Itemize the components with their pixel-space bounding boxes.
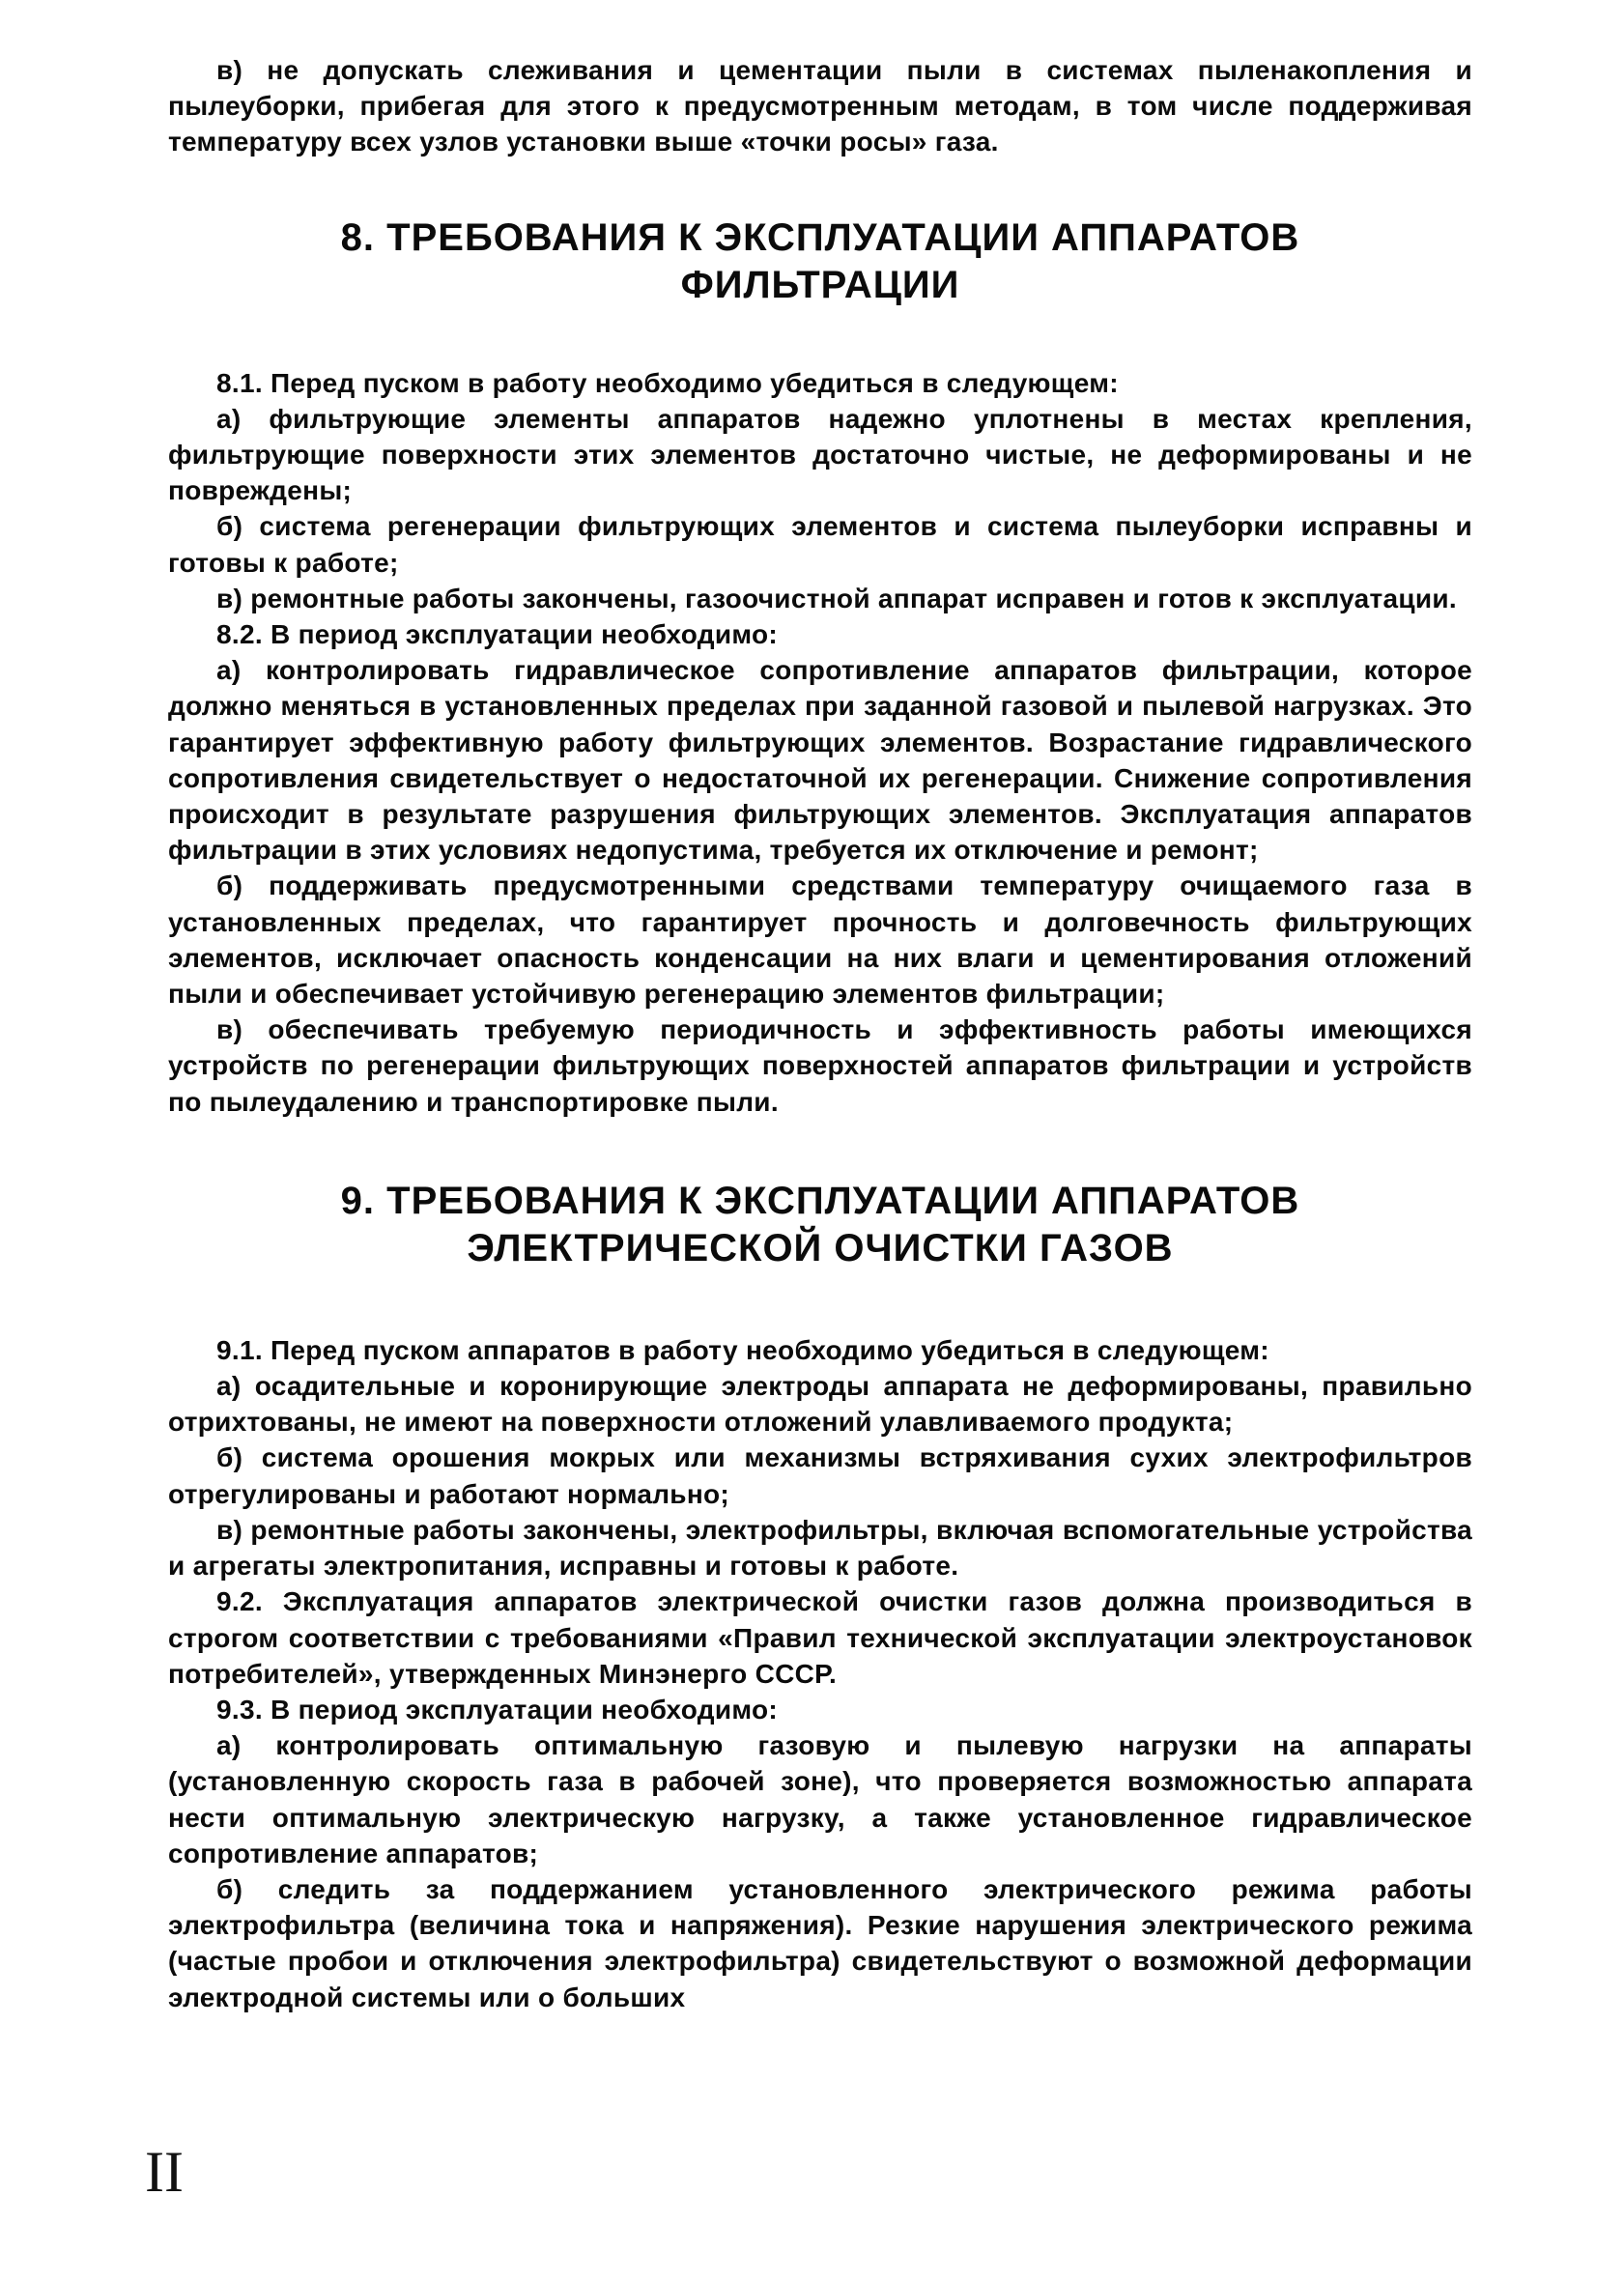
page-content: [168, 52, 1472, 2015]
section-8-title-line-1: 8. ТРЕБОВАНИЯ К ЭКСПЛУАТАЦИИ АППАРАТОВ: [340, 215, 1300, 259]
section-8-heading: [168, 214, 1472, 309]
page-number: II: [145, 2140, 184, 2204]
clause-9-2: 9.2. Эксплуатация аппаратов электрической очистки газов должна производиться в строгом соответствии с требованиями «Правил технической эксплуатации электроустановок потребителей», утвержденных Минэнерго СССР.: [168, 1586, 1472, 1689]
clause-8-1-a: а) фильтрующие элементы аппаратов надежно уплотнены в местах крепления, фильтрующие поверхности этих элементов достаточно чистые, не деформированы и не повреждены;: [168, 403, 1472, 506]
section-9-heading: [168, 1178, 1472, 1272]
clause-8-1-v: в) ремонтные работы закончены, газоочистной аппарат исправен и готов к эксплуатации.: [216, 583, 1457, 613]
section-8-title-line-2: ФИЛЬТРАЦИИ: [680, 263, 960, 306]
section-9-title-line-1: 9. ТРЕБОВАНИЯ К ЭКСПЛУАТАЦИИ АППАРАТОВ: [340, 1179, 1300, 1222]
clause-8-2-b: б) поддерживать предусмотренными средствами температуру очищаемого газа в установленных пределах, что гарантирует прочность и долговечность фильтрующих элементов, исключает опасность конденсации на них влаги и цементирования отложений пыли и обеспечивает устойчивую регенерацию элементов фильтрации;: [168, 870, 1472, 1010]
clause-8-1-b: б) система регенерации фильтрующих элементов и система пылеуборки исправны и готовы к работе;: [168, 511, 1472, 578]
section-9-title-line-2: ЭЛЕКТРИЧЕСКОЙ ОЧИСТКИ ГАЗОВ: [467, 1226, 1174, 1269]
clause-8-1: 8.1. Перед пуском в работу необходимо убедиться в следующем:: [216, 367, 1119, 398]
clause-9-1: 9.1. Перед пуском аппаратов в работу необходимо убедиться в следующем:: [216, 1334, 1269, 1365]
clause-8-2-a: а) контролировать гидравлическое сопротивление аппаратов фильтрации, которое должно меняться в установленных пределах при заданной газовой и пылевой нагрузках. Это гарантирует эффективную работу фильтрующих элементов. Возрастание гидравлического сопротивления свидетельствует о недостаточной их регенерации. Снижение сопротивления происходит в результате разрушения фильтрующих элементов. Эксплуатация аппаратов фильтрации в этих условиях недопустима, требуется их отключение и ремонт;: [168, 655, 1472, 866]
clause-9-1-v: в) ремонтные работы закончены, электрофильтры, включая вспомогательные устройства и агрегаты электропитания, исправны и готовы к работе.: [168, 1514, 1472, 1582]
clause-9-3-a: а) контролировать оптимальную газовую и пылевую нагрузки на аппараты (установленную скорость газа в рабочей зоне), что проверяется возможностью аппарата нести оптимальную электрическую нагрузку, а также установленное гидравлическое сопротивление аппаратов;: [168, 1730, 1472, 1868]
clause-8-2-v: в) обеспечивать требуемую периодичность и эффективность работы имеющихся устройств по регенерации фильтрующих поверхностей аппаратов фильтрации и устройств по пылеудалению и транспортировке пыли.: [168, 1014, 1472, 1117]
clause-8-2: 8.2. В период эксплуатации необходимо:: [216, 619, 779, 650]
clause-9-3: 9.3. В период эксплуатации необходимо:: [216, 1694, 779, 1725]
clause-9-1-b: б) система орошения мокрых или механизмы встряхивания сухих электрофильтров отрегулированы и работают нормально;: [168, 1442, 1472, 1509]
clause-9-1-a: а) осадительные и коронирующие электроды аппарата не деформированы, правильно отрихтованы, не имеют на поверхности отложений улавливаемого продукта;: [168, 1371, 1472, 1438]
clause-9-3-b: б) следить за поддержанием установленного электрического режима работы электрофильтра (величина тока и напряжения). Резкие нарушения электрического режима (частые пробои и отключения электрофильтра) свидетельствуют о возможной деформации электродной системы или о больших: [168, 1873, 1472, 2012]
intro-item-v: в) не допускать слеживания и цементации пыли в системах пыленакопления и пылеуборки, прибегая для этого к предусмотренным методам, в том числе поддерживая температуру всех узлов установки выше «точки росы» газа.: [168, 55, 1472, 157]
